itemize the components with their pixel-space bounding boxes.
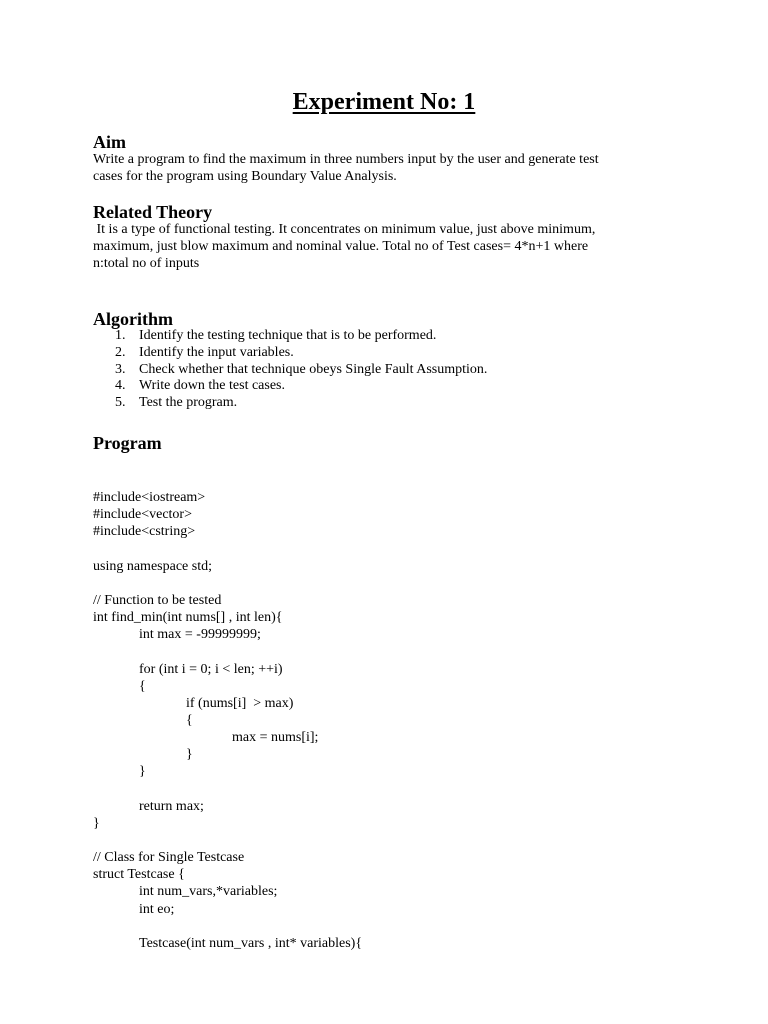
aim-text-line-2: cases for the program using Boundary Value Analysis. <box>93 169 397 184</box>
code-line <box>93 918 362 935</box>
code-line <box>93 832 362 849</box>
code-line: // Function to be tested <box>93 592 222 608</box>
page-title-text: Experiment No: 1 <box>292 89 476 115</box>
step-number: 2. <box>115 344 126 360</box>
code-line: #include<vector> <box>93 507 192 523</box>
step-text: Check whether that technique obeys Single Fault Assumption. <box>139 361 488 377</box>
theory-text-line-3: n:total no of inputs <box>93 256 200 271</box>
code-line: } <box>93 815 100 831</box>
step-text: Identify the testing technique that is to be performed. <box>139 328 437 343</box>
step-text: Test the program. <box>139 395 238 411</box>
code-line <box>93 541 362 558</box>
code-line: return max; <box>139 798 204 814</box>
code-line <box>93 472 362 489</box>
program-heading: Program <box>93 433 162 453</box>
page-title <box>0 86 768 118</box>
code-line <box>93 781 362 798</box>
aim-heading: Aim <box>93 132 126 152</box>
code-line: } <box>186 747 193 763</box>
algorithm-step <box>93 345 487 362</box>
code-line: { <box>139 678 146 694</box>
theory-heading: Related Theory <box>93 202 213 222</box>
algorithm-step <box>93 328 487 345</box>
code-line: for (int i = 0; i < len; ++i) <box>139 661 283 677</box>
code-line: int num_vars,*variables; <box>139 884 278 900</box>
code-line <box>93 643 362 660</box>
code-line: if (nums[i] > max) <box>186 695 294 711</box>
code-line <box>93 575 362 592</box>
program-code-block <box>93 472 362 952</box>
step-number: 5. <box>115 395 126 411</box>
code-line: using namespace std; <box>93 558 212 574</box>
code-line: // Class for Single Testcase <box>93 850 245 866</box>
algorithm-heading: Algorithm <box>93 309 173 329</box>
step-number: 3. <box>115 361 126 377</box>
algorithm-step <box>93 395 487 412</box>
code-line: Testcase(int num_vars , int* variables){ <box>139 935 363 951</box>
code-line: { <box>186 712 193 728</box>
theory-text-line-1: It is a type of functional testing. It concentrates on minimum value, just above minimum, <box>93 222 596 237</box>
step-text: Identify the input variables. <box>139 344 294 360</box>
theory-text-line-2: maximum, just blow maximum and nominal value. Total no of Test cases= 4*n+1 where <box>93 239 589 254</box>
step-text: Write down the test cases. <box>139 378 286 394</box>
step-number: 4. <box>115 378 126 394</box>
code-line: int find_min(int nums[] , int len){ <box>93 610 283 626</box>
algorithm-step <box>93 378 487 395</box>
code-line: struct Testcase { <box>93 867 185 883</box>
code-line: #include<cstring> <box>93 524 196 540</box>
algorithm-step <box>93 362 487 379</box>
aim-text-line-1: Write a program to find the maximum in three numbers input by the user and generate test <box>93 152 599 167</box>
code-line: int eo; <box>139 901 175 917</box>
code-line: } <box>139 764 146 780</box>
algorithm-steps-list <box>93 328 487 412</box>
step-number: 1. <box>115 328 126 343</box>
code-line: max = nums[i]; <box>232 730 319 746</box>
code-line: #include<iostream> <box>93 490 206 506</box>
code-line: int max = -99999999; <box>139 627 261 643</box>
